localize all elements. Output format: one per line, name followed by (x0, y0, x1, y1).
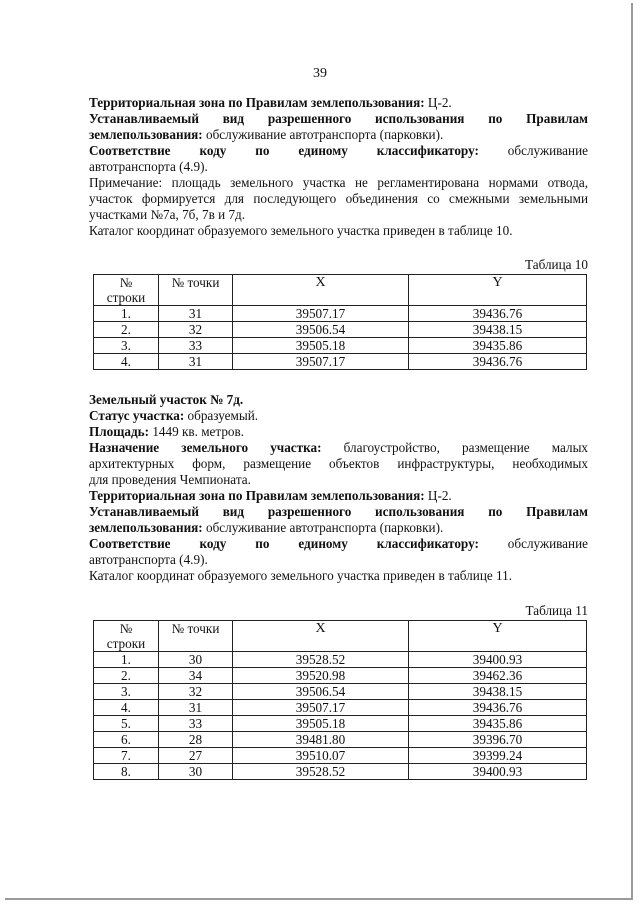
class-line-2: автотранспорта (4.9). (89, 159, 208, 174)
use-label-2: землепользования: (89, 520, 203, 535)
plot-title: Земельный участок № 7д. (89, 392, 244, 407)
catalog-text: Каталог координат образуемого земельного участка приведен в таблице 10. (89, 223, 513, 238)
section-1 (89, 95, 588, 239)
table-row: 8. 30 39528.52 39400.93 (94, 764, 587, 780)
area-line (89, 424, 588, 440)
header-point-number: № точки (159, 275, 233, 306)
header-x: X (233, 621, 409, 652)
table-row: 2. 32 39506.54 39438.15 (94, 322, 587, 338)
table-row: 2. 34 39520.98 39462.36 (94, 668, 587, 684)
note-line-3: участками №7а, 7б, 7в и 7д. (89, 207, 246, 222)
header-y: Y (409, 621, 587, 652)
table-row: 1. 30 39528.52 39400.93 (94, 652, 587, 668)
use-value: обслуживание автотранспорта (парковки). (206, 520, 444, 535)
zone-label: Территориальная зона по Правилам землепользования: (89, 95, 425, 110)
status-label: Статус участка: (89, 408, 185, 423)
status-value: образуемый. (187, 408, 259, 423)
use-label-2: землепользования: (89, 127, 203, 142)
table-header-row (94, 275, 587, 306)
zone-value: Ц-2. (427, 95, 452, 110)
header-y: Y (409, 275, 587, 306)
purpose-line-2: архитектурных форм, размещение объектов инфраструктуры, необходимых (89, 456, 588, 471)
section-2 (89, 392, 588, 584)
table-row: 4. 31 39507.17 39436.76 (94, 700, 587, 716)
area-value: 1449 кв. метров. (152, 424, 245, 439)
table-11-caption: Таблица 11 (525, 603, 588, 618)
use-value: обслуживание автотранспорта (парковки). (206, 127, 444, 142)
use-label-line-1: Устанавливаемый вид разрешенного использования по Правилам (89, 504, 589, 519)
table-row: 3. 32 39506.54 39438.15 (94, 684, 587, 700)
table-header-row (94, 621, 587, 652)
zone-value: Ц-2. (427, 488, 452, 503)
class-line-1: Соответствие коду по единому классификатору: обслуживание (89, 536, 588, 551)
table-10 (93, 274, 587, 370)
note-line-2: участок формируется для последующего объединения со смежными земельными (89, 191, 588, 206)
catalog-text: Каталог координат образуемого земельного участка приведен в таблице 11. (89, 568, 513, 583)
table-10-caption: Таблица 10 (525, 257, 588, 272)
zone-line (89, 95, 588, 111)
zone-label: Территориальная зона по Правилам землепользования: (89, 488, 425, 503)
zone-line (89, 488, 588, 504)
purpose-line-1: Назначение земельного участка: благоустройство, размещение малых (89, 440, 589, 455)
header-row-number: № строки (94, 275, 159, 306)
table-row: 1. 31 39507.17 39436.76 (94, 306, 587, 322)
note-line-1: Примечание: площадь земельного участка не регламентирована нормами отвода, (89, 175, 588, 190)
table-row: 4. 31 39507.17 39436.76 (94, 354, 587, 370)
header-x: X (233, 275, 409, 306)
table-11 (93, 620, 587, 780)
purpose-line-3: для проведения Чемпионата. (89, 472, 251, 487)
area-label: Площадь: (89, 424, 150, 439)
use-label-line-1: Устанавливаемый вид разрешенного использования по Правилам (89, 111, 589, 126)
class-line-1: Соответствие коду по единому классификатору: обслуживание (89, 143, 588, 158)
table-row: 7. 27 39510.07 39399.24 (94, 748, 587, 764)
use-line-2 (89, 520, 588, 536)
status-line (89, 408, 588, 424)
class-line-2: автотранспорта (4.9). (89, 552, 208, 567)
header-point-number: № точки (159, 621, 233, 652)
table-row: 5. 33 39505.18 39435.86 (94, 716, 587, 732)
table-row: 6. 28 39481.80 39396.70 (94, 732, 587, 748)
header-row-number: № строки (94, 621, 159, 652)
table-row: 3. 33 39505.18 39435.86 (94, 338, 587, 354)
page-number: 39 (313, 66, 327, 81)
use-line-2 (89, 127, 588, 143)
